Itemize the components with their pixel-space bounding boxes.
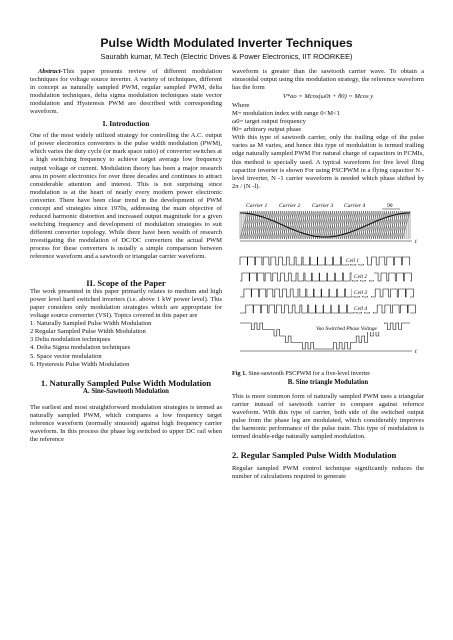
section1-subheading: A. Sine-Sawtooth Modulation [83,387,169,395]
carrier-label: Carrier 1 [246,202,268,209]
intro-text: One of the most widely utilized strategy for controlling the A.C. output of power electronics converters is the pulse width modulation (PWM), which varies the duty cycle (or mark space ratio) of converter switches at a high switching frequency to achieve target average low frequency output voltage or current. Modulation theory has been a major research area in power electronics for over three decades and continues to attract considerable attention and interest. This is not surprising since modulation is at the heart of nearly every modern power electronic converter. There have been clear trend in the development of PWM concept and strategies since 1970s, addressing the main objective of reduced harmonic distortion and increased output magnitude for a given switching frequency and development of modulation strategies to suit different converter topology. While there have been wealth of research investigating the modulation of DC/DC converters the actual PWM process for these converters is usually a simple comparison between reference waveform and a sawtooth or triangular carrier waveform. [30,132,222,261]
right-para-3: This is more common form of naturally sampled PWM uses a triangular carrier instead of sawtooth carrier to compare against refernce waveform. With this type of carrier, both side of the switched output pulse from the phase leg are modulated, which considerably improves the harmonic performance of the pulse train. This type of modulation is termed double-edge naturally sampled modulation. [232,392,424,440]
abstract-label: Abstract- [38,68,63,75]
definition-item: ω0= target output frequency [232,118,306,126]
paper-title: Pulse Width Modulated Inverter Techniques [100,36,353,50]
list-item: 3 Delta modulation techniques [30,336,111,344]
cell-pulse-train [240,305,415,313]
right-para-2: With this type of sawtooth carrier, only the trailing edge of the pulse varies as M varies, and hence this type of modulation is termed trailing edge naturally sampled PWM For natural charge of capacitors in FCMIs, this method is specially used. A typical waveform for five level fling capacitor inverter is shown For using PSCPWM in a flying capacitor N -level inverter, N -1 carrier waveform is needed which phase shifted by 2π / (N -l). [232,134,424,190]
cell-label: Cell 1 [346,257,360,264]
left-column [30,68,222,444]
scope-heading: II. Scope of the Paper [86,278,166,289]
cell-label: Cell 2 [354,273,368,280]
scope-text: The work presented in this paper primarily relates to medium and high power level hard switched inverters (i.e. above 1 kW power level). This paper considers only modulation strategies which are appropriate for voltage source converter (VSI). Topics covered in this paper are [30,288,222,320]
cell-label: Cell 3 [354,289,368,296]
cell-pulse-trains [240,257,415,313]
section1-text: The earliest and most straightforward modulation strategies is termed as naturally sampled PWM, which compares a low frequency target reference waveform (normally sinusoid) against high frequency carrier waveform. In this process the phase leg switched to upper DC rail when the reference [30,403,222,443]
section1-heading: 1. Naturally Sampled Pulse Width Modulation [40,377,212,388]
axis-label: t [415,238,417,245]
right-column [232,68,424,481]
pwm-waveform-figure [232,199,424,365]
intro-heading: I. Introduction [102,119,150,129]
cell-pulse-train [240,273,412,281]
caption-number: Fig 1. [232,369,247,377]
list-item: 2 Regular Sampled Pulse Width Modulation [30,328,146,336]
subheading-b: B. Sine triangle Modulation [287,378,369,386]
definition-item: M= modulation index with range 0<M<1 [232,110,340,118]
author-line: Saurabh kumar, M.Tech (Electric Drives & Power Electronics, IIT ROORKEE) [100,52,353,61]
carrier-label: Carrier 2 [279,202,301,209]
carrier-label: Carrier 3 [312,202,334,209]
abstract [30,68,222,116]
definition-item: θ0= arbitrary output phase [232,126,302,134]
list-item: 1. Naturally Sampled Pulse Width Modulation [30,320,152,328]
right-para-4: Regular sampled PWM control technique significantly reduces the number of calculations required to generate [232,465,424,481]
equation: V*ao = Mcos(ω0t + θ0) = Mcos y [282,93,374,101]
topic-list [30,320,222,368]
angle-label: 90 [387,202,393,209]
list-item: 6. Hysteresis Pulse Width Modulation [30,360,130,368]
list-item: 4. Delta Sigma modulation techniques [30,344,131,352]
carrier-label: Carrier 4 [344,202,366,209]
voltage-label: Vao Switched Phase Voltage [316,325,377,332]
list-item: 5. Space vector modulation [30,352,102,360]
figure-caption [232,370,424,378]
caption-text: Sine-sawtooth PSCPWM for a five-level inverter [248,369,371,377]
cell-pulse-train [240,257,410,265]
abstract-text: This paper presents review of different modulation techniques for voltage source inverter. A variety of techniques, different in concept as naturally sampled PWM, regular sampled PWM, delta modulation techniques, delta sigma modulation techniques state vector modulation and Hysteresis PWM are described with corresponding waveform. [30,68,222,116]
where-label: Where [232,102,250,110]
axis-label: t [415,348,417,355]
right-para-1: waveform is greater than the sawtooth carrier wave. To obtain a sinusoidal output using this modulation strategy, the reference waveform has the form [232,68,424,92]
section2-heading: 2. Regular Sampled Pulse Width Modulation [232,450,397,461]
cell-pulse-train [240,289,413,297]
carrier-waveforms [240,211,410,239]
cell-label: Cell 4 [354,305,368,312]
figure-1 [232,199,424,377]
